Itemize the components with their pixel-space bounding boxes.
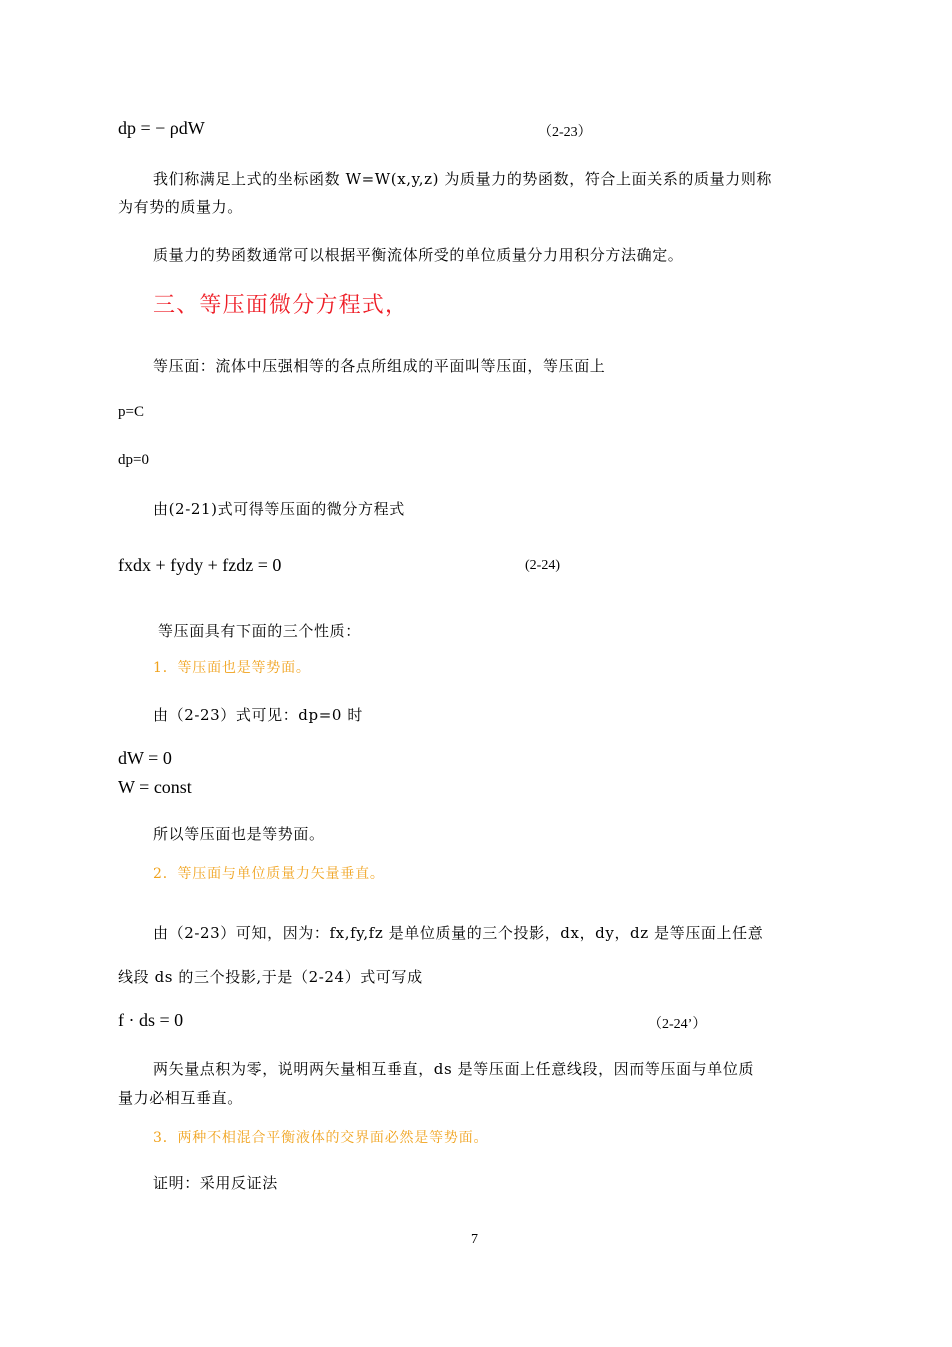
property-2-heading: 2．等压面与单位质量力矢量垂直。: [153, 866, 385, 882]
equation-2-23: [118, 118, 205, 139]
paragraph-dot-product-line2: 量力必相互垂直。: [118, 1089, 243, 1107]
paragraph-projections-line1: 由（2-23）可知，因为：fx,fy,fz 是单位质量的三个投影，dx，dy，dz 是等压面上任意: [153, 924, 764, 942]
paragraph-three-properties: 等压面具有下面的三个性质：: [158, 622, 361, 640]
equation-2-24-prime-tag: （2-24’）: [648, 1017, 707, 1032]
equation-dw-zero: dW = 0: [118, 748, 172, 768]
paragraph-from-2-21: 由(2-21)式可得等压面的微分方程式: [153, 500, 405, 518]
paragraph-proof: 证明：采用反证法: [153, 1174, 278, 1192]
paragraph-from-2-23: 由（2-23）式可见：dp=0 时: [153, 706, 363, 724]
paragraph-integration: 质量力的势函数通常可以根据平衡流体所受的单位质量分力用积分方法确定。: [153, 246, 684, 264]
equation-2-23-tag: （2-23）: [538, 125, 592, 140]
section-heading: 三、等压面微分方程式，: [153, 293, 409, 318]
equation-2-23-lhs: dp = − ρdW: [118, 118, 205, 138]
paragraph-dot-product-line1: 两矢量点积为零，说明两矢量相互垂直，ds 是等压面上任意线段，因而等压面与单位质: [153, 1060, 755, 1078]
equation-2-24-tag: (2-24): [525, 558, 560, 573]
equation-p-equals-c: p=C: [118, 404, 144, 420]
paragraph-potential-function-line2: 为有势的质量力。: [118, 198, 243, 216]
property-3-heading: 3．两种不相混合平衡液体的交界面必然是等势面。: [153, 1130, 489, 1146]
property-1-heading: 1．等压面也是等势面。: [153, 660, 311, 676]
paragraph-projections-line2: 线段 ds 的三个投影,于是（2-24）式可写成: [118, 968, 423, 986]
paragraph-therefore: 所以等压面也是等势面。: [153, 825, 325, 843]
equation-2-24: fxdx + fydy + fzdz = 0: [118, 555, 282, 575]
page-number: 7: [471, 1232, 478, 1247]
equation-dp-zero: dp=0: [118, 452, 149, 468]
equation-2-24-prime: f · ds = 0: [118, 1010, 184, 1030]
paragraph-isobaric-definition: 等压面：流体中压强相等的各点所组成的平面叫等压面，等压面上: [153, 357, 606, 375]
equation-w-const: W = const: [118, 777, 192, 797]
paragraph-potential-function-line1: 我们称满足上式的坐标函数 W=W(x,y,z) 为质量力的势函数，符合上面关系的质量力则称: [153, 170, 773, 188]
